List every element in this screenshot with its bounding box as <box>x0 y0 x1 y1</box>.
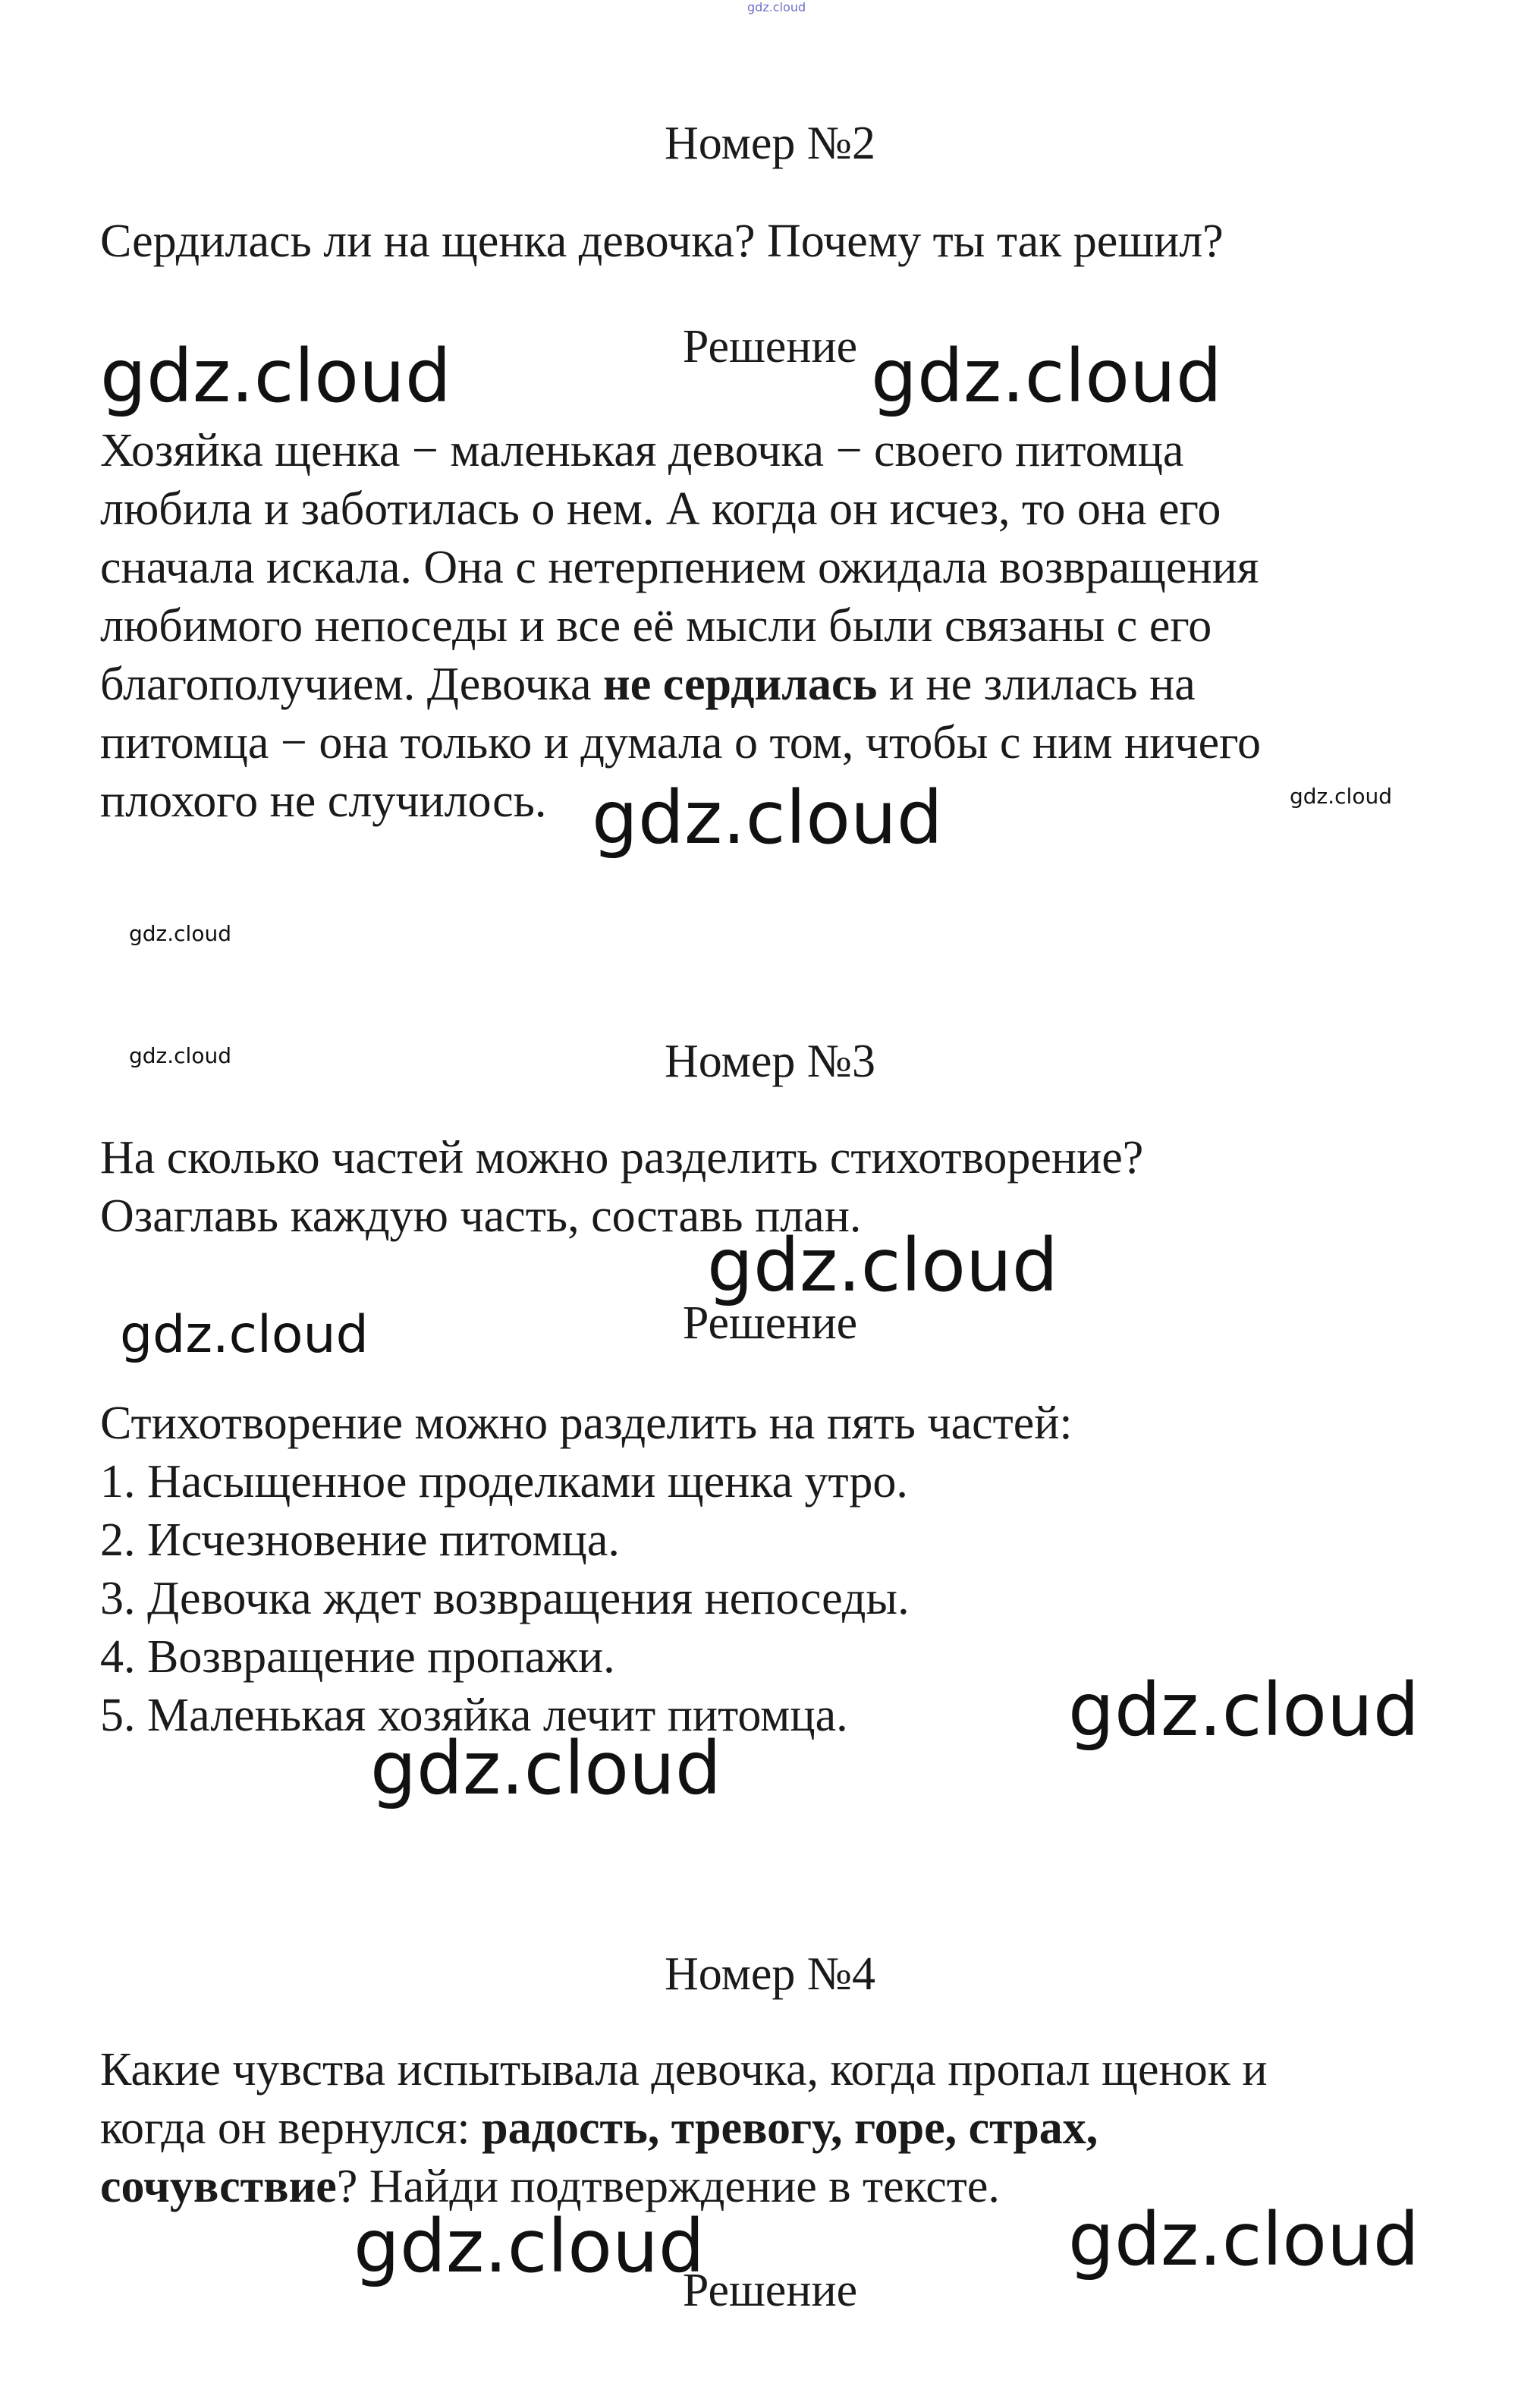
plan-item: 4. Возвращение пропажи. <box>100 1631 615 1683</box>
watermark: gdz.cloud <box>871 334 1222 419</box>
text-run: ? Найди подтверждение в тексте. <box>336 2161 1000 2212</box>
task3-heading: Номер №3 <box>664 1036 875 1087</box>
watermark-top: gdz.cloud <box>747 0 806 14</box>
watermark: gdz.cloud <box>129 921 231 946</box>
task4-question-line: Какие чувства испытывала девочка, когда пропал щенок и <box>100 2044 1268 2095</box>
task4-question-line <box>100 2099 1496 2158</box>
watermark: gdz.cloud <box>592 775 943 860</box>
task4-question <box>100 2041 1496 2216</box>
task2-question: Сердилась ли на щенка девочка? Почему ты так решил? <box>100 215 1224 267</box>
task2-solution-label: Решение <box>682 321 858 373</box>
bold-phrase: не сердилась <box>602 659 878 710</box>
task4-heading: Номер №4 <box>664 1948 875 2000</box>
task3-question-line: Озаглавь каждую часть, составь план. <box>100 1190 862 1242</box>
watermark: gdz.cloud <box>1290 784 1392 809</box>
text-run: когда он вернулся: <box>100 2102 482 2154</box>
task2-answer-line: питомца − она только и думала о том, чтобы с ним ничего <box>100 717 1261 769</box>
watermark: gdz.cloud <box>129 1043 231 1068</box>
watermark: gdz.cloud <box>120 1305 369 1365</box>
watermark: gdz.cloud <box>354 2204 705 2289</box>
plan-item: 2. Исчезновение питомца. <box>100 1514 620 1566</box>
plan-item: 3. Девочка ждет возвращения непоседы. <box>100 1573 910 1624</box>
watermark: gdz.cloud <box>1068 2197 1419 2282</box>
watermark: gdz.cloud <box>1068 1668 1419 1753</box>
task3-question-line: На сколько частей можно разделить стихотворение? <box>100 1132 1144 1184</box>
text-run: и не злилась на <box>877 659 1196 710</box>
task2-heading: Номер №2 <box>664 118 875 169</box>
task3-solution-label: Решение <box>682 1297 858 1349</box>
task2-answer-line: сначала искала. Она с нетерпением ожидала возвращения <box>100 542 1259 593</box>
watermark: gdz.cloud <box>707 1223 1058 1308</box>
task3-answer-intro: Стихотворение можно разделить на пять частей: <box>100 1397 1073 1449</box>
bold-phrase: сочувствие <box>100 2161 337 2212</box>
plan-item: 1. Насыщенное проделками щенка утро. <box>100 1456 908 1508</box>
task2-answer <box>100 422 1496 831</box>
text-run: благополучием. Девочка <box>100 659 603 710</box>
task2-answer-line: любила и заботилась о нем. А когда он исчез, то она его <box>100 483 1221 535</box>
task2-answer-line: любимого непоседы и все её мысли были связаны с его <box>100 600 1212 652</box>
watermark: gdz.cloud <box>100 334 451 419</box>
task4-solution-label: Решение <box>682 2265 858 2316</box>
task2-answer-line <box>100 656 1496 714</box>
watermark: gdz.cloud <box>370 1726 721 1811</box>
task2-answer-line: плохого не случилось. <box>100 775 547 827</box>
task2-answer-line: Хозяйка щенка − маленькая девочка − своего питомца <box>100 425 1184 476</box>
bold-phrase: радость, тревогу, горе, страх, <box>482 2102 1098 2154</box>
plan-item: 5. Маленькая хозяйка лечит питомца. <box>100 1690 848 1741</box>
